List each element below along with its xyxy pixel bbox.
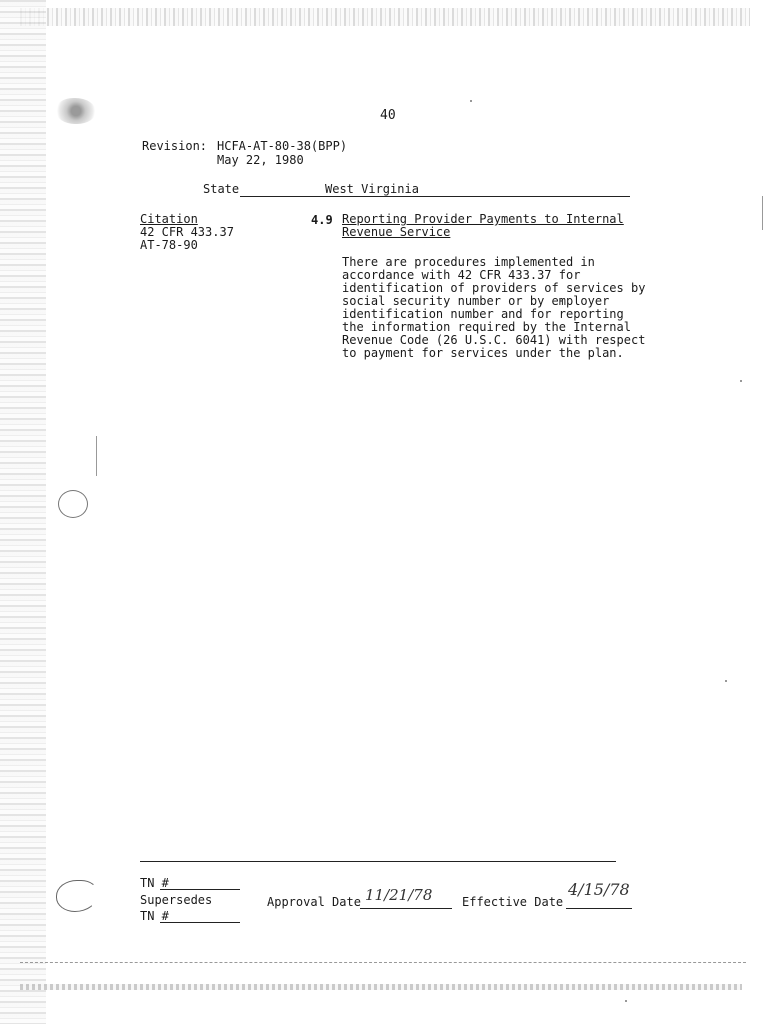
scan-speck	[470, 100, 472, 102]
scan-mark	[762, 196, 763, 230]
footer-rule	[140, 861, 616, 862]
revision-code: HCFA-AT-80-38(BPP)	[217, 139, 348, 153]
citation-heading: Citation	[140, 212, 198, 226]
section-title	[342, 213, 642, 239]
tn2-label: TN #	[140, 909, 169, 923]
scan-noise-bottom	[20, 984, 742, 990]
effective-date-label: Effective Date	[462, 895, 564, 909]
scan-speck	[625, 1000, 627, 1002]
body-line: to payment for services under the plan.	[342, 346, 624, 360]
punch-hole-bottom	[56, 880, 98, 912]
approval-date-value: 11/21/78	[365, 886, 433, 904]
section-number: 4.9	[311, 213, 333, 227]
ink-blot	[56, 98, 96, 124]
scan-speck	[725, 680, 727, 682]
page-number: 40	[380, 108, 396, 123]
body-line: accordance with 42 CFR 433.37 for	[342, 268, 581, 282]
citation-line: AT-78-90	[140, 238, 198, 252]
citation-line: 42 CFR 433.37	[140, 225, 234, 239]
scan-noise-top	[20, 8, 750, 26]
state-underline	[240, 196, 630, 197]
section-title-line: Reporting Provider Payments to Internal	[342, 212, 624, 226]
revision-date: May 22, 1980	[217, 153, 304, 167]
state-value: West Virginia	[325, 182, 419, 196]
tn2-underline	[160, 922, 240, 923]
body-line: There are procedures implemented in	[342, 255, 595, 269]
body-line: the information required by the Internal	[342, 320, 631, 334]
citation-block	[140, 213, 234, 252]
bottom-rule	[20, 962, 746, 963]
tn-label: TN #	[140, 876, 169, 890]
body-line: identification number and for reporting	[342, 307, 624, 321]
approval-date-label: Approval Date	[267, 895, 361, 909]
scan-speck	[740, 380, 742, 382]
state-label: State	[203, 182, 240, 196]
scan-mark	[96, 436, 97, 476]
tn-underline	[160, 889, 240, 890]
body-line: Revenue Code (26 U.S.C. 6041) with respect	[342, 333, 646, 347]
effective-date-line	[566, 908, 632, 909]
scan-noise-left	[0, 0, 46, 1024]
effective-date-value: 4/15/78	[568, 880, 630, 899]
section-body	[342, 256, 652, 360]
body-line: identification of providers of services by	[342, 281, 646, 295]
body-line: social security number or by employer	[342, 294, 610, 308]
approval-date-line	[360, 908, 452, 909]
revision-label: Revision:	[142, 139, 208, 153]
section-title-line: Revenue Service	[342, 225, 451, 239]
supersedes-label: Supersedes	[140, 893, 213, 907]
punch-hole	[58, 490, 88, 518]
